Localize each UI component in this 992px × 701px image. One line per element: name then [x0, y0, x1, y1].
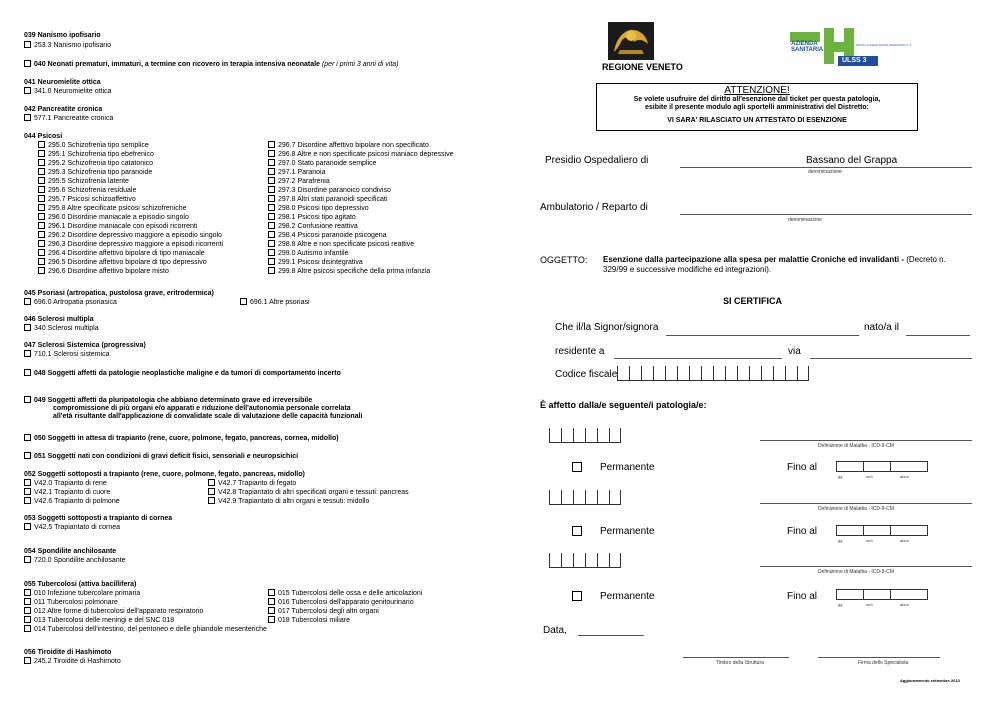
list-item[interactable]: 295.7 Psicosi schizoaffettivo	[38, 195, 223, 204]
checkbox[interactable]	[24, 497, 31, 504]
list-item[interactable]: V42.1 Trapianto di cuore	[24, 488, 120, 497]
data-field[interactable]	[578, 635, 644, 636]
checkbox[interactable]	[24, 452, 31, 459]
checkbox[interactable]	[268, 249, 275, 256]
checkbox[interactable]	[38, 168, 45, 175]
fino-al-label-2: Fino al	[787, 526, 818, 537]
icd-code-boxes-2[interactable]	[549, 490, 621, 505]
section-052-col2	[208, 479, 409, 506]
definizione-caption-3: Definizione di Malattia - ICD-9-CM	[818, 569, 894, 575]
checkbox[interactable]	[24, 598, 31, 605]
list-item[interactable]: 297.8 Altri stati paranoidi specificati	[268, 195, 454, 204]
list-item[interactable]: 016 Tubercolosi dell'apparato genitourinario	[268, 598, 422, 607]
fino-al-date-3[interactable]	[836, 589, 927, 600]
list-item[interactable]: 299.8 Altre psicosi specifiche della prima infanzia	[268, 267, 454, 276]
section-041-title: 041 Neuromielite ottica	[24, 79, 101, 86]
section-055-col2	[268, 589, 422, 625]
checkbox[interactable]	[24, 657, 31, 664]
icd-code-boxes-3[interactable]	[549, 553, 621, 568]
list-item[interactable]: 298.8 Altre e non specificate psicosi reattive	[268, 240, 454, 249]
firma-line[interactable]	[818, 657, 940, 658]
logo-sub: UNITÀ LOCALE SOCIO SANITARIA N° 3	[856, 43, 912, 47]
list-item[interactable]: 296.8 Altre e non specificate psicosi maniaco depressive	[268, 150, 454, 159]
checkbox[interactable]	[268, 616, 275, 623]
logo-text-1: AZIENDA	[791, 41, 818, 47]
checkbox[interactable]	[268, 177, 275, 184]
item-577-1[interactable]: 577.1 Pancreatite cronica	[24, 114, 113, 123]
list-item[interactable]: V42.8 Trapiantato di altri specificati organi e tessuti: pancreas	[208, 488, 409, 497]
timbro-caption: Timbro della Struttura	[716, 660, 764, 666]
list-item[interactable]: 013 Tubercolosi delle meningi e del SNC 018	[24, 616, 267, 625]
logo-ulss: ULSS 3	[842, 57, 867, 64]
list-item[interactable]: 296.6 Disordine affettivo bipolare misto	[38, 267, 223, 276]
list-item[interactable]: 297.0 Stato paranoide semplice	[268, 159, 454, 168]
list-item[interactable]: 017 Tubercolosi degli altri organi	[268, 607, 422, 616]
checkbox[interactable]	[38, 267, 45, 274]
checkbox[interactable]	[268, 607, 275, 614]
checkbox[interactable]	[24, 396, 31, 403]
checkbox[interactable]	[268, 168, 275, 175]
list-item[interactable]: 298.2 Confusione reattiva	[268, 222, 454, 231]
data-label: Data,	[543, 625, 567, 636]
checkbox[interactable]	[24, 114, 31, 121]
notice-title: ATTENZIONE!	[724, 85, 790, 96]
section-044-title: 044 Psicosi	[24, 133, 63, 140]
checkbox[interactable]	[208, 479, 215, 486]
checkbox[interactable]	[268, 195, 275, 202]
definizione-caption-1: Definizione di Malattia - ICD-9-CM	[818, 443, 894, 449]
checkbox[interactable]	[24, 488, 31, 495]
codice-fiscale-boxes[interactable]	[617, 366, 809, 381]
checkbox[interactable]	[38, 186, 45, 193]
section-054-title: 054 Spondilite anchilosante	[24, 548, 117, 555]
notice-line3: VI SARA' RILASCIATO UN ATTESTATO DI ESENZIONE	[667, 117, 847, 124]
definizione-field-2[interactable]	[760, 503, 972, 504]
checkbox[interactable]	[24, 625, 31, 632]
checkbox[interactable]	[24, 479, 31, 486]
icd-code-boxes-1[interactable]	[549, 428, 621, 443]
checkbox[interactable]	[38, 204, 45, 211]
section-052-col1	[24, 479, 120, 506]
section-045-title: 045 Psoriasi (artropatica, pustolosa grave, eritrodermica)	[24, 290, 214, 297]
definizione-field-1[interactable]	[760, 440, 972, 441]
list-item[interactable]: 297.1 Paranoia	[268, 168, 454, 177]
checkbox[interactable]	[38, 150, 45, 157]
checkbox[interactable]	[38, 249, 45, 256]
permanente-3[interactable]: Permanente	[572, 591, 654, 602]
list-item[interactable]: 298.1 Psicosi tipo agitato	[268, 213, 454, 222]
signor-field[interactable]	[666, 335, 859, 336]
list-item[interactable]: 014 Tubercolosi dell'intestino, del peritoneo e delle ghiandole mesenteriche	[24, 625, 267, 634]
checkbox[interactable]	[38, 240, 45, 247]
regione-veneto-lion-emblem-icon	[608, 22, 654, 60]
checkbox[interactable]	[572, 462, 582, 472]
list-item[interactable]: 296.1 Disordine maniacale con episodi ricorrenti	[38, 222, 223, 231]
checkbox[interactable]	[38, 213, 45, 220]
via-field[interactable]	[810, 358, 972, 359]
residente-field[interactable]	[614, 358, 782, 359]
checkbox[interactable]	[268, 267, 275, 274]
section-047-title: 047 Sclerosi Sistemica (progressiva)	[24, 342, 146, 349]
presidio-caption: denominazione	[808, 169, 842, 175]
checkbox[interactable]	[24, 324, 31, 331]
checkbox[interactable]	[38, 159, 45, 166]
item-341-0[interactable]: 341.0 Neuromielite ottica	[24, 87, 111, 96]
list-item[interactable]: 296.7 Disordine affettivo bipolare non specificato	[268, 141, 454, 150]
checkbox[interactable]	[24, 556, 31, 563]
signor-label: Che il/la Signor/signora	[555, 322, 659, 333]
checkbox[interactable]	[268, 240, 275, 247]
list-item[interactable]: 297.3 Disordine paranoico condiviso	[268, 186, 454, 195]
residente-label: residente a	[555, 346, 605, 357]
list-item[interactable]: 295.0 Schizofrenia tipo semplice	[38, 141, 223, 150]
checkbox[interactable]	[24, 298, 31, 305]
checkbox[interactable]	[24, 616, 31, 623]
definizione-field-3[interactable]	[760, 566, 972, 567]
affetto-heading: È affetto dalla/e seguente/i patologia/e:	[540, 400, 707, 410]
fino-al-date-2[interactable]	[836, 525, 927, 536]
list-item[interactable]: V42.0 Trapianto di rene	[24, 479, 120, 488]
list-item[interactable]: 299.1 Psicosi disintegrativa	[268, 258, 454, 267]
list-item[interactable]: 299.0 Autismo infantile	[268, 249, 454, 258]
nato-field[interactable]	[906, 335, 970, 336]
section-055-col1	[24, 589, 267, 634]
checkbox[interactable]	[38, 177, 45, 184]
list-item[interactable]: 295.2 Schizofrenia tipo catatonico	[38, 159, 223, 168]
item-720-0[interactable]: 720.0 Spondilite anchilosante	[24, 556, 125, 565]
list-item[interactable]: 298.0 Psicosi tipo depressivo	[268, 204, 454, 213]
section-053-title: 053 Soggetti sottoposti a trapianto di cornea	[24, 515, 173, 522]
section-044-col2	[268, 141, 454, 276]
checkbox[interactable]	[240, 298, 247, 305]
list-item[interactable]: 296.4 Disordine affettivo bipolare di tipo maniacale	[38, 249, 223, 258]
ambulatorio-label: Ambulatorio / Reparto di	[540, 202, 648, 213]
list-item[interactable]: 018 Tubercolosi miliare	[268, 616, 422, 625]
list-item[interactable]: 295.3 Schizofrenia tipo paranoide	[38, 168, 223, 177]
permanente-1[interactable]: Permanente	[572, 462, 654, 473]
notice-line1: Se volete usufruire del diritto all'esenzione dal ticket per questa patologia,	[633, 96, 881, 103]
list-item[interactable]: 015 Tubercolosi delle ossa e delle articolazioni	[268, 589, 422, 598]
item-245-2[interactable]: 245.2 Tiroidite di Hashimoto	[24, 657, 121, 666]
list-item[interactable]: 296.5 Disordine affettivo bipolare di tipo depressivo	[38, 258, 223, 267]
notice-line2: esibite il presente modulo agli sportelli amministrativi del Distretto:	[644, 104, 870, 111]
list-item[interactable]: V42.6 Trapianto di polmone	[24, 497, 120, 506]
checkbox[interactable]	[268, 589, 275, 596]
item-340[interactable]: 340 Sclerosi multipla	[24, 324, 99, 333]
list-item[interactable]: 295.1 Schizofrenia tipo ebefrenico	[38, 150, 223, 159]
firma-caption: Firma dello Specialista	[858, 660, 909, 666]
checkbox[interactable]	[268, 222, 275, 229]
checkbox[interactable]	[38, 141, 45, 148]
checkbox[interactable]	[572, 591, 582, 601]
checkbox[interactable]	[24, 434, 31, 441]
checkbox[interactable]	[24, 87, 31, 94]
checkbox[interactable]	[24, 589, 31, 596]
oggetto-text: Esenzione dalla partecipazione alla spesa per malattie Croniche ed invalidanti - (Decreto n. 329/99 e successive modifiche ed integrazioni).	[603, 255, 946, 274]
section-044-col1	[38, 141, 223, 276]
section-040[interactable]: 040 Neonati prematuri, immaturi, a termine con ricovero in terapia intensiva neonatale (per i primi 3 anni di vita)	[24, 60, 399, 69]
checkbox[interactable]	[208, 497, 215, 504]
checkbox[interactable]	[38, 195, 45, 202]
ambulatorio-caption: denominazione	[788, 217, 822, 223]
certifica-heading: SI CERTIFICA	[723, 296, 783, 306]
item-253-3[interactable]: 253.3 Nanismo ipofisario	[24, 41, 111, 50]
item-696-0[interactable]: 696.0 Artropatia psoriasica	[24, 298, 117, 307]
timbro-line[interactable]	[683, 657, 789, 658]
presidio-underline	[680, 167, 972, 168]
checkbox[interactable]	[572, 526, 582, 536]
checkbox[interactable]	[268, 213, 275, 220]
list-item[interactable]: 012 Altre forme di tubercolosi dell'apparato respiratorio	[24, 607, 267, 616]
list-item[interactable]: V42.7 Trapianto di fegato	[208, 479, 409, 488]
codice-fiscale-label: Codice fiscale	[555, 369, 618, 380]
section-052-title: 052 Soggetti sottoposti a trapianto (rene, cuore, polmone, fegato, pancreas, midollo)	[24, 471, 305, 478]
list-item[interactable]: 297.2 Parafrenia	[268, 177, 454, 186]
list-item[interactable]: 010 Infezione tubercolare primaria	[24, 589, 267, 598]
checkbox[interactable]	[268, 186, 275, 193]
list-item[interactable]: V42.9 Trapiantato di altri organi e tessuti: midollo	[208, 497, 409, 506]
checkbox[interactable]	[24, 369, 31, 376]
list-item[interactable]: 298.4 Psicosi paranoide psicogena	[268, 231, 454, 240]
region-name: REGIONE VENETO	[602, 62, 683, 72]
section-039-title: 039 Nanismo ipofisario	[24, 32, 101, 39]
section-048[interactable]: 048 Soggetti affetti da patologie neoplastiche maligne e da tumori di comportamento incerto	[24, 369, 341, 378]
permanente-2[interactable]: Permanente	[572, 526, 654, 537]
nato-label: nato/a il	[864, 322, 900, 333]
checkbox[interactable]	[24, 350, 31, 357]
section-055-title: 055 Tubercolosi (attiva bacillifera)	[24, 581, 137, 588]
section-056-title: 056 Tiroidite di Hashimoto	[24, 649, 112, 656]
checkbox[interactable]	[268, 598, 275, 605]
list-item[interactable]: 296.2 Disordine depressivo maggiore a episodio singolo	[38, 231, 223, 240]
fino-al-label-1: Fino al	[787, 462, 818, 473]
fino-al-label-3: Fino al	[787, 591, 818, 602]
checkbox[interactable]	[268, 204, 275, 211]
item-710-1[interactable]: 710.1 Sclerosi sistemica	[24, 350, 109, 359]
checkbox[interactable]	[268, 141, 275, 148]
checkbox[interactable]	[24, 523, 31, 530]
list-item[interactable]: 296.0 Disordine maniacale a episodio singolo	[38, 213, 223, 222]
list-item[interactable]: 296.3 Disordine depressivo maggiore a episodi ricorrenti	[38, 240, 223, 249]
section-050[interactable]: 050 Soggetti in attesa di trapianto (rene, cuore, polmone, fegato, pancreas, cornea, midollo)	[24, 434, 339, 443]
definizione-caption-2: Definizione di Malattia - ICD-9-CM	[818, 506, 894, 512]
logo-text-2: SANITARIA	[791, 47, 824, 53]
presidio-label: Presidio Ospedaliero di	[545, 155, 649, 166]
checkbox[interactable]	[24, 60, 31, 67]
fino-al-date-1[interactable]	[836, 461, 927, 472]
list-item[interactable]: 011 Tubercolosi polmonare	[24, 598, 267, 607]
section-049[interactable]: 049 Soggetti affetti da pluripatologia che abbiano determinato grave ed irreversibile compromissione di più organi e/o apparati e riduzione dell'autonomia personale correlata all'età risultante dall'applicazione di convalidate scale di valutazione delle capacità funzionali	[24, 396, 362, 421]
checkbox[interactable]	[268, 150, 275, 157]
checkbox[interactable]	[38, 258, 45, 265]
section-042-title: 042 Pancreatite cronica	[24, 106, 103, 113]
ambulatorio-field[interactable]	[680, 214, 972, 215]
update-note: Aggiornamento settembre 2013	[900, 678, 960, 683]
checkbox[interactable]	[268, 231, 275, 238]
presidio-value[interactable]: Bassano del Grappa	[806, 155, 898, 166]
via-label: via	[788, 346, 801, 357]
list-item[interactable]: 295.8 Altre specificate psicosi schizofreniche	[38, 204, 223, 213]
checkbox[interactable]	[268, 159, 275, 166]
list-item[interactable]: 295.5 Schizofrenia latente	[38, 177, 223, 186]
list-item[interactable]: 295.6 Schizofrenia residuale	[38, 186, 223, 195]
item-v42-5[interactable]: V42.5 Trapiantato di cornea	[24, 523, 120, 532]
oggetto-label: OGGETTO:	[540, 255, 588, 265]
section-051[interactable]: 051 Soggetti nati con condizioni di gravi deficit fisici, sensoriali e neuropsichici	[24, 452, 298, 461]
checkbox[interactable]	[24, 41, 31, 48]
checkbox[interactable]	[208, 488, 215, 495]
section-046-title: 046 Sclerosi multipla	[24, 316, 94, 323]
checkbox[interactable]	[38, 231, 45, 238]
attention-notice	[596, 83, 918, 131]
item-696-1[interactable]: 696.1 Altre psoriasi	[240, 298, 310, 307]
checkbox[interactable]	[38, 222, 45, 229]
checkbox[interactable]	[24, 607, 31, 614]
checkbox[interactable]	[268, 258, 275, 265]
